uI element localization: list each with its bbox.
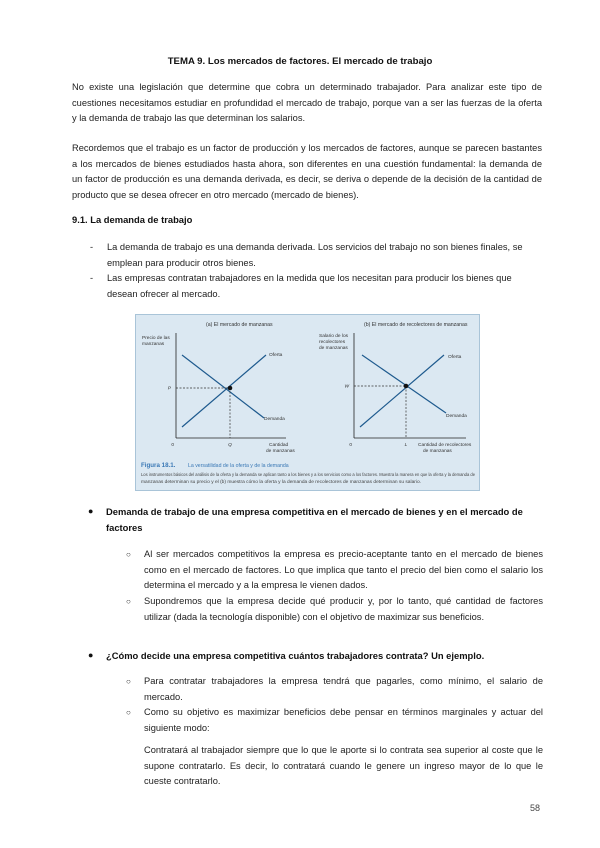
sub-marker: ○: [126, 708, 131, 717]
panel-a-equilibrium-point: [228, 386, 233, 391]
intro-paragraph-2: Recordemos que el trabajo es un factor de producción y los mercados de factores, aunque se parecen bastantes a los mercados de bienes estudiados hasta ahora, son diferentes en una cuestión fundamental: la demanda de un factor de producción es una demanda derivada, es decir, se deriva o depende de la decisión de la cantidad de producto que se desea ofrecer en otro mercado (mercado de bienes).: [72, 143, 542, 200]
dash-item-text: Las empresas contratan trabajadores en la medida que los necesitan para producir los bienes que desean ofrecer al mercado.: [107, 273, 512, 299]
sub-marker: ○: [126, 550, 131, 559]
panel-b-supply-curve: [360, 355, 444, 427]
panel-a-price-label: P: [167, 386, 171, 392]
dash-list-item: [90, 271, 542, 302]
bullet-text: ¿Cómo decide una empresa competitiva cuántos trabajadores contrata? Un ejemplo.: [106, 650, 485, 661]
panel-b-x-label-2: de manzanas: [423, 449, 452, 454]
panel-a-origin: 0: [171, 443, 174, 448]
panel-b-y-label-1: Salario de los: [319, 334, 349, 339]
panel-b-origin: 0: [349, 443, 352, 448]
panel-b-y-label-2: recolectores: [319, 340, 346, 345]
panel-b-x-label-1: Cantidad de recolectores: [418, 443, 472, 448]
bullet-marker: ●: [88, 650, 94, 660]
panel-a-supply-label: Oferta: [269, 353, 283, 358]
panel-b-title: (b) El mercado de recolectores de manzanas: [364, 322, 468, 328]
panel-a-demand-curve: [182, 355, 264, 418]
panel-a-x-label-1: Cantidad: [269, 443, 289, 448]
figure-svg: [136, 315, 479, 490]
figure-caption-title: La versatilidad de la oferta y de la demanda: [188, 463, 289, 469]
bullet-marker: ●: [88, 506, 94, 516]
panel-b-equilibrium-point: [404, 384, 409, 389]
panel-a-title: (a) El mercado de manzanas: [206, 322, 273, 328]
page-number: 58: [529, 803, 540, 813]
panel-b-wage-label: W: [344, 384, 349, 390]
panel-b-quantity-label: L: [404, 443, 408, 448]
sub-item-text: Al ser mercados competitivos la empresa es precio-aceptante tanto en el mercado de bienes como en el mercado de factores. Lo que implica que tanto el precio del bien como el salario los determina el mercado y a la empresa le vienen dados.: [144, 549, 543, 591]
bullet-text: Demanda de trabajo de una empresa competitiva en el mercado de bienes y en el mercado de factores: [106, 506, 523, 533]
bullet-item: [88, 648, 543, 664]
dash-marker: -: [90, 273, 94, 283]
figure-caption-label: Figura 18.1.: [141, 462, 176, 469]
sub-marker: ○: [126, 677, 131, 686]
panel-b-demand-label: Demanda: [446, 414, 467, 419]
panel-a-x-label-2: de manzanas: [266, 449, 295, 454]
panel-a-y-label-2: manzanas: [142, 342, 165, 347]
final-paragraph: Contratará al trabajador siempre que lo que le aporte si lo contrata sea superior al coste que le supone contratarlo. Es decir, lo contratará cuando le genere un ingreso mayor de lo que le cueste contratarlo.: [144, 745, 543, 787]
sub-item-text: Supondremos que la empresa decide qué producir y, por lo tanto, qué cantidad de factores utilizar (dada la tecnología disponible) con el objetivo de maximizar sus beneficios.: [144, 596, 543, 622]
panel-a-supply-curve: [182, 355, 266, 427]
sub-list-item: [126, 594, 543, 625]
dash-marker: -: [90, 242, 94, 252]
intro-paragraph-1: No existe una legislación que determine que cobra un determinado trabajador. Para analizar este tipo de cuestiones necesitamos estudiar en profundidad el mercado de trabajo, porque van a ser las fuerzas de la oferta y la demanda de trabajo las que determinan los salarios.: [72, 82, 542, 124]
bullet-item: [88, 504, 543, 535]
figure-caption-text-2: manzanas determinan su precio y el (b) muestra cómo la oferta y la demanda de recolectores de manzanas determinan su salario.: [141, 479, 421, 484]
sub-marker: ○: [126, 597, 131, 606]
panel-a-y-label-1: Precio de las: [142, 336, 170, 341]
sub-list-item: [126, 674, 543, 705]
sub-item-text: Para contratar trabajadores la empresa tendrá que pagarles, como mínimo, el salario de mercado.: [144, 676, 543, 702]
panel-a-demand-label: Demanda: [264, 417, 285, 422]
sub-list-item: [126, 547, 543, 594]
dash-list-item: [90, 240, 542, 271]
panel-b-y-label-3: de manzanas: [319, 346, 348, 351]
figure-caption-text-1: Los instrumentos básicos del análisis de la oferta y la demanda se aplican tanto a los bienes y a los servicios como a los factores. Muestra la manera en que la oferta y la demanda de: [141, 472, 476, 477]
panel-b-supply-label: Oferta: [448, 355, 462, 360]
panel-a-quantity-label: Q: [228, 443, 232, 448]
dash-item-text: La demanda de trabajo es una demanda derivada. Los servicios del trabajo no son bienes finales, se emplean para producir otros bienes.: [107, 242, 523, 268]
sub-list-item: [126, 705, 543, 736]
page-title: TEMA 9. Los mercados de factores. El mercado de trabajo: [167, 56, 433, 67]
section-heading: 9.1. La demanda de trabajo: [72, 214, 193, 225]
sub-item-text: Como su objetivo es maximizar beneficios debe pensar en términos marginales y actuar del siguiente modo:: [144, 707, 543, 733]
supply-demand-figure: [135, 314, 480, 491]
